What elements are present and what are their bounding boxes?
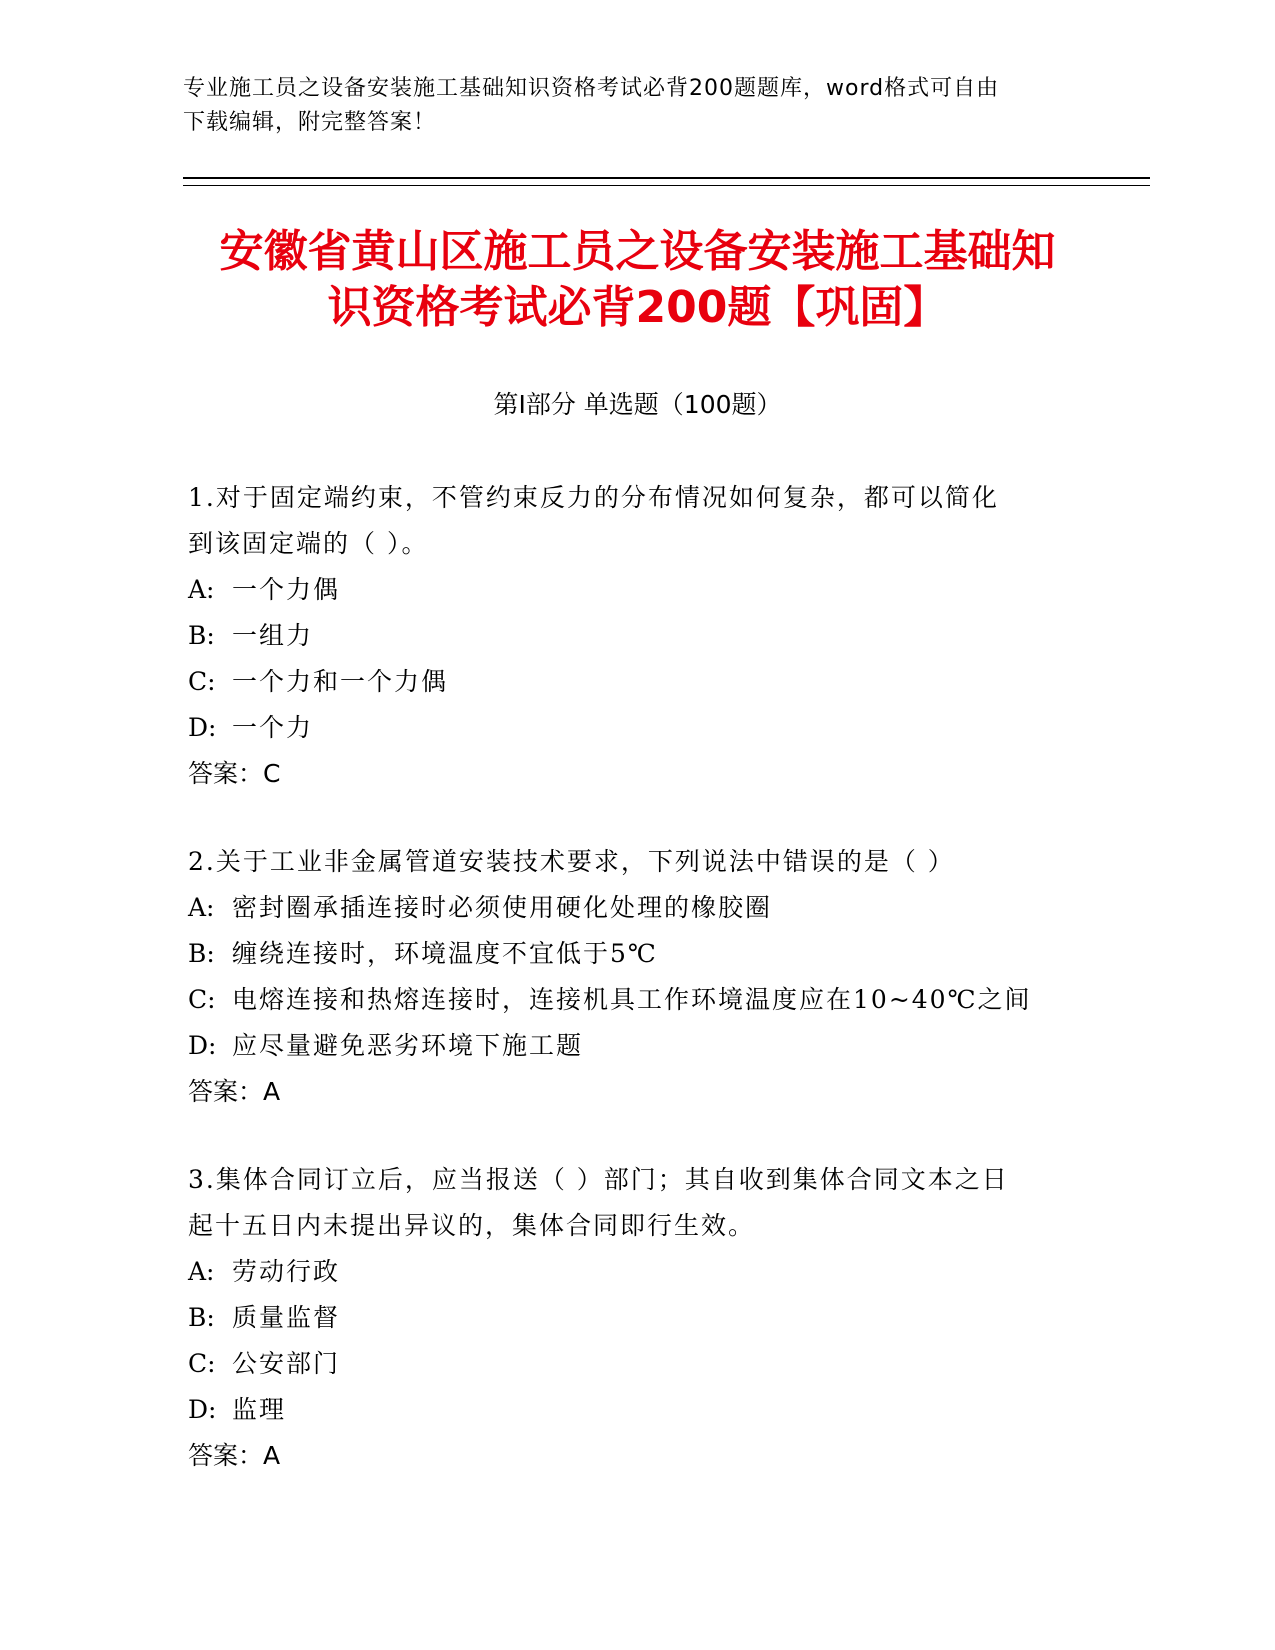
- question-3: [188, 1157, 1088, 1479]
- option-letter: C:: [188, 1349, 216, 1378]
- header-note-line-2: 下载编辑，附完整答案！: [183, 110, 437, 135]
- option-text: 监理: [232, 1395, 287, 1424]
- option-text: 密封圈承插连接时必须使用硬化处理的橡胶圈: [232, 893, 773, 922]
- option-b: [188, 613, 1088, 659]
- document-title-line-1: 安徽省黄山区施工员之设备安装施工基础知: [219, 226, 1056, 277]
- option-b: [188, 1295, 1088, 1341]
- question-stem-line: 2.关于工业非金属管道安装技术要求，下列说法中错误的是（ ）: [188, 847, 955, 876]
- option-letter: C:: [188, 985, 216, 1014]
- option-letter: B:: [188, 621, 215, 650]
- option-c: [188, 659, 1088, 705]
- option-text: 一组力: [232, 621, 314, 650]
- answer: 答案：A: [188, 1441, 281, 1470]
- option-letter: B:: [188, 1303, 215, 1332]
- question-stem: [188, 1157, 1088, 1249]
- header-note-line-1: 专业施工员之设备安装施工基础知识资格考试必背200题题库，word格式可自由: [183, 76, 1000, 101]
- question-stem-line: 起十五日内未提出异议的，集体合同即行生效。: [188, 1211, 756, 1240]
- option-text: 一个力偶: [232, 575, 341, 604]
- option-d: [188, 1023, 1088, 1069]
- option-letter: D:: [188, 1031, 217, 1060]
- header-divider-thick: [183, 177, 1150, 179]
- option-text: 公安部门: [232, 1349, 341, 1378]
- document-title: [150, 224, 1125, 336]
- option-text: 缠绕连接时，环境温度不宜低于5℃: [232, 939, 658, 968]
- option-a: [188, 567, 1088, 613]
- option-a: [188, 1249, 1088, 1295]
- option-text: 质量监督: [232, 1303, 341, 1332]
- option-text: 电熔连接和热熔连接时，连接机具工作环境温度应在10~40℃之间: [232, 985, 1032, 1014]
- header-note: [183, 72, 1083, 140]
- question-stem-line: 到该固定端的（ ）。: [188, 529, 429, 558]
- question-stem: [188, 839, 1088, 885]
- question-2: [188, 839, 1088, 1115]
- question-stem: [188, 475, 1088, 567]
- option-letter: C:: [188, 667, 216, 696]
- header-divider-thin: [183, 185, 1150, 186]
- option-d: [188, 1387, 1088, 1433]
- answer: 答案：A: [188, 1077, 281, 1106]
- document-title-line-2: 识资格考试必背200题【巩固】: [327, 282, 948, 333]
- option-c: [188, 977, 1088, 1023]
- section-title: 第Ⅰ部分 单选题（100题）: [493, 390, 782, 419]
- question-stem-line: 1.对于固定端约束，不管约束反力的分布情况如何复杂，都可以简化: [188, 483, 999, 512]
- option-letter: B:: [188, 939, 215, 968]
- option-letter: A:: [188, 893, 215, 922]
- option-text: 劳动行政: [232, 1257, 341, 1286]
- option-text: 一个力: [232, 713, 314, 742]
- question-list: [188, 475, 1088, 1521]
- option-a: [188, 885, 1088, 931]
- option-letter: D:: [188, 713, 217, 742]
- option-letter: D:: [188, 1395, 217, 1424]
- question-stem-line: 3.集体合同订立后，应当报送（ ）部门；其自收到集体合同文本之日: [188, 1165, 1009, 1194]
- question-1: [188, 475, 1088, 797]
- option-letter: A:: [188, 1257, 215, 1286]
- answer: 答案：C: [188, 759, 281, 788]
- option-letter: A:: [188, 575, 215, 604]
- option-b: [188, 931, 1088, 977]
- option-text: 一个力和一个力偶: [232, 667, 449, 696]
- option-c: [188, 1341, 1088, 1387]
- option-text: 应尽量避免恶劣环境下施工题: [232, 1031, 584, 1060]
- option-d: [188, 705, 1088, 751]
